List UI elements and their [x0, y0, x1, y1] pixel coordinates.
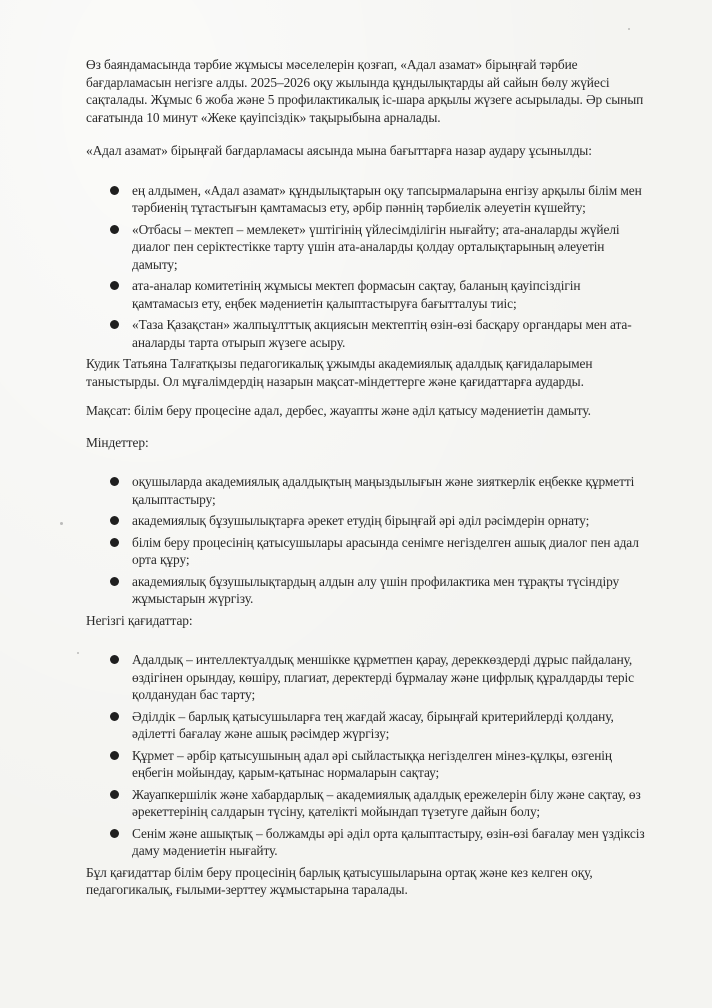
list-item — [116, 708, 646, 743]
bullet-icon — [110, 751, 119, 760]
list-item-text: ең алдымен, «Адал азамат» құндылықтарын оқу тапсырмаларына енгізу арқылы білім мен тәрбиенің тұтастығын қамтамасыз ету, әрбір пәннің тәрбиелік әлеуетін күшейту; — [132, 182, 642, 215]
scan-speck — [60, 522, 63, 525]
scan-speck — [77, 652, 79, 654]
list-item — [116, 747, 646, 782]
bullet-icon — [110, 655, 119, 664]
list-item-text: оқушыларда академиялық адалдықтың маңыздылығын және зияткерлік еңбекке құрметті қалыптастыру; — [132, 474, 635, 507]
intro-paragraph: Өз баяндамасында тәрбие жұмысы мәселелерін қозғап, «Адал азамат» бірыңғай тәрбие бағдарламасын негізге алды. 2025–2026 оқу жылында құндылықтарды ай сайын бөлу жүйесі сақталады. Жұмыс 6 жоба және 5 профилактикалық іс-шара арқылы жүзеге асырылады. Әр сынып сағатында 10 минут «Жеке қауіпсіздік» тақырыбына арналады. — [86, 57, 644, 125]
bullet-icon — [110, 281, 119, 290]
list-item-text: Адалдық – интеллектуалдық меншікке құрметпен қарау, дереккөздерді дұрыс пайдалану, өздігінен орындау, көшіру, плагиат, деректерді бұрмалау және цифрлық құралдарды теріс қолданудан бас тарту; — [132, 652, 634, 702]
list-item-text: академиялық бұзушылықтардың алдын алу үшін профилактика мен тұрақты түсіндіру жұмыстарын жүргізу. — [132, 573, 620, 606]
bullet-icon — [110, 225, 119, 234]
list-item — [116, 277, 646, 312]
tasks-list — [86, 473, 646, 608]
bullet-icon — [110, 186, 119, 195]
list-item-text: Жауапкершілік және хабардарлық – академиялық адалдық ережелерін білу және сақтау, өз әрекеттерінің салдарын түсіну, қателікті мойындап түзетуге дайын болу; — [132, 786, 641, 819]
list-item — [116, 534, 646, 569]
list-item — [116, 221, 646, 274]
list-item-text: Әділдік – барлық қатысушыларға тең жағдай жасау, бірыңғай критерийлерді қолдану, әділетті бағалау және ашық рәсімдер жүргізу; — [132, 708, 614, 741]
bullet-icon — [110, 790, 119, 799]
list-item — [116, 182, 646, 217]
list-item — [116, 473, 646, 508]
list-item — [116, 316, 646, 351]
list-item-text: Сенім және ашықтық – болжамды әрі әділ орта қалыптастыру, өзін-өзі бағалау мен үздіксіз даму мәдениетін нығайту. — [132, 825, 645, 858]
list-item-text: ата-аналар комитетінің жұмысы мектеп формасын сақтау, баланың қауіпсіздігін қамтамасыз ету, еңбек мәдениетін қалыптастыруға бағытталуы тиіс; — [132, 278, 581, 311]
list-item-text: «Таза Қазақстан» жалпыұлттық акциясын мектептің өзін-өзі басқару органдары мен ата-аналарды тарта отырып жүзеге асыру. — [132, 317, 632, 350]
bullet-icon — [110, 712, 119, 721]
closing-paragraph: Бұл қағидаттар білім беру процесінің барлық қатысушыларына ортақ және кез келген оқу, педагогикалық, ғылыми-зерттеу жұмыстарына таралады. — [86, 864, 593, 897]
directions-lead: «Адал азамат» бірыңғай бағдарламасы аясында мына бағыттарға назар аудару ұсынылды: — [86, 143, 592, 158]
list-item — [116, 573, 646, 608]
list-item — [116, 825, 646, 860]
bullet-icon — [110, 577, 119, 586]
tasks-heading: Міндеттер: — [86, 434, 149, 450]
list-item-text: Құрмет – әрбір қатысушының адал әрі сыйластыққа негізделген мінез-құлқы, өзгенің еңбегін мойындау, қарым-қатынас нормаларын сақтау; — [132, 747, 612, 780]
list-item-text: білім беру процесінің қатысушылары арасында сенімге негізделген ашық диалог пен адал орта құру; — [132, 534, 639, 567]
list-item — [116, 512, 646, 530]
directions-list — [86, 182, 646, 352]
list-item-text: «Отбасы – мектеп – мемлекет» үштігінің үйлесімділігін нығайту; ата-аналарды жүйелі диалог пен серіктестікке тарту үшін ата-аналарды қолдау орталықтарының әлеуетін дамыту; — [132, 221, 620, 272]
list-item-text: академиялық бұзушылықтарға әрекет етудің бірыңғай әрі әділ рәсімдерін орнату; — [132, 513, 590, 528]
list-item — [116, 651, 646, 704]
bullet-icon — [110, 829, 119, 838]
bullet-icon — [110, 516, 119, 525]
scan-speck — [628, 28, 630, 30]
document-body — [86, 56, 646, 899]
principles-heading: Негізгі қағидаттар: — [86, 612, 193, 628]
bullet-icon — [110, 477, 119, 486]
list-item — [116, 786, 646, 821]
bullet-icon — [110, 320, 119, 329]
goal-paragraph: Мақсат: білім беру процесіне адал, дербес, жауапты және әділ қатысу мәдениетін дамыту. — [86, 403, 591, 418]
principles-list — [86, 651, 646, 860]
kudik-paragraph: Кудик Татьяна Талғатқызы педагогикалық ұжымды академиялық адалдық қағидаларымен таныстырды. Ол мұғалімдердің назарын мақсат-міндеттерге және қағидаттарға аударды. — [86, 356, 593, 389]
bullet-icon — [110, 538, 119, 547]
